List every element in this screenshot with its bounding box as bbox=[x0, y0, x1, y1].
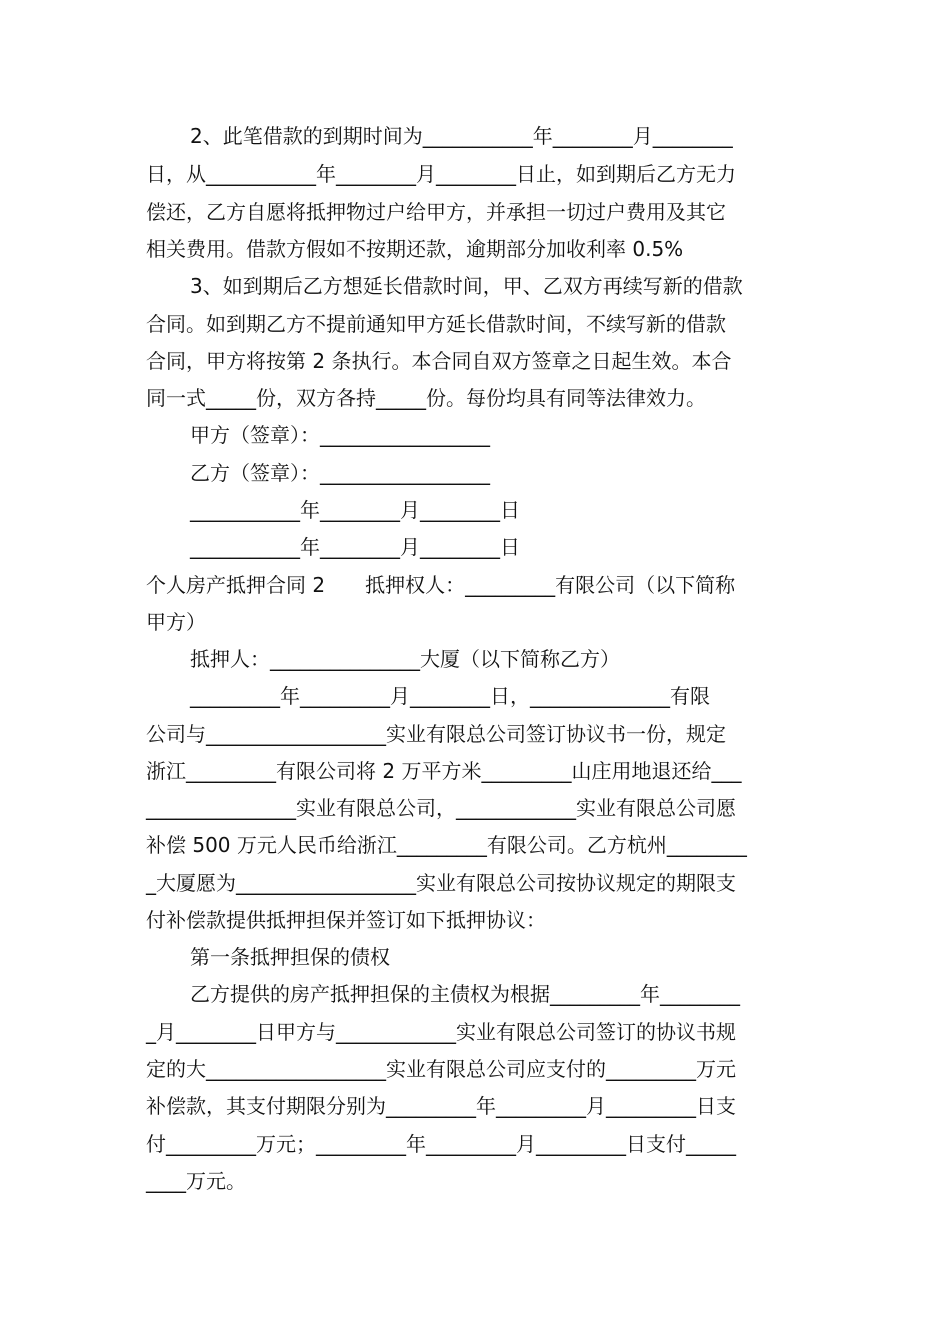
para-3-line-5: 补偿 500 万元人民币给浙江_________有限公司。乙方杭州________ bbox=[146, 833, 747, 857]
para-3-line-2: 公司与__________________实业有限总公司签订协议书一份，规定 bbox=[146, 722, 726, 746]
para-3-line-3: 浙江_________有限公司将 2 万平方米_________山庄用地退还给___ bbox=[146, 759, 742, 783]
para-4-line-5: 付_________万元；_________年_________月_________日支付_____ bbox=[146, 1132, 736, 1156]
para-2-line-2: 合同。如到期乙方不提前通知甲方延长借款时间，不续写新的借款 bbox=[146, 312, 726, 336]
para-2-line-3: 合同，甲方将按第 2 条执行。本合同自双方签章之日起生效。本合 bbox=[146, 349, 732, 373]
para-3-line-1: _________年_________月________日，______________有限 bbox=[190, 684, 710, 708]
para-3-line-6: _大厦愿为__________________实业有限总公司按协议规定的期限支 bbox=[146, 871, 736, 895]
para-1-line-2: 日，从___________年________月________日止，如到期后乙方无力 bbox=[146, 162, 736, 186]
para-1-line-3: 偿还，乙方自愿将抵押物过户给甲方，并承担一切过户费用及其它 bbox=[146, 200, 726, 224]
para-3-line-4: _______________实业有限总公司，____________实业有限总公司愿 bbox=[146, 796, 736, 820]
para-4-line-1: 乙方提供的房产抵押担保的主债权为根据_________年________ bbox=[190, 982, 740, 1006]
party-b-signature: 乙方（签章）：_________________ bbox=[190, 461, 490, 485]
para-4-line-2: _月________日甲方与____________实业有限总公司签订的协议书规 bbox=[146, 1020, 736, 1044]
para-3-line-7: 付补偿款提供抵押担保并签订如下抵押协议： bbox=[146, 908, 546, 932]
contract-2-title-line-cont: 甲方） bbox=[146, 610, 206, 634]
para-4-line-3: 定的大__________________实业有限总公司应支付的_________万元 bbox=[146, 1057, 736, 1081]
date-line-1: ___________年________月________日 bbox=[190, 498, 520, 522]
para-2-line-4: 同一式_____份，双方各持_____份。每份均具有同等法律效力。 bbox=[146, 386, 706, 410]
para-1-line-4: 相关费用。借款方假如不按期还款，逾期部分加收利率 0.5% bbox=[146, 237, 684, 261]
date-line-2: ___________年________月________日 bbox=[190, 535, 520, 559]
party-a-signature: 甲方（签章）：_________________ bbox=[190, 423, 490, 447]
para-2-line-1: 3、如到期后乙方想延长借款时间，甲、乙双方再续写新的借款 bbox=[190, 274, 743, 298]
mortgagor-line: 抵押人：_______________大厦（以下简称乙方） bbox=[190, 647, 620, 671]
para-1-line-1: 2、此笔借款的到期时间为___________年________月________ bbox=[190, 124, 733, 148]
para-4-line-6: ____万元。 bbox=[146, 1169, 246, 1193]
article-1-heading: 第一条抵押担保的债权 bbox=[190, 945, 390, 969]
para-4-line-4: 补偿款，其支付期限分别为_________年_________月_________日支 bbox=[146, 1094, 736, 1118]
contract-2-title-line: 个人房产抵押合同 2 抵押权人：_________有限公司（以下简称 bbox=[146, 573, 736, 597]
